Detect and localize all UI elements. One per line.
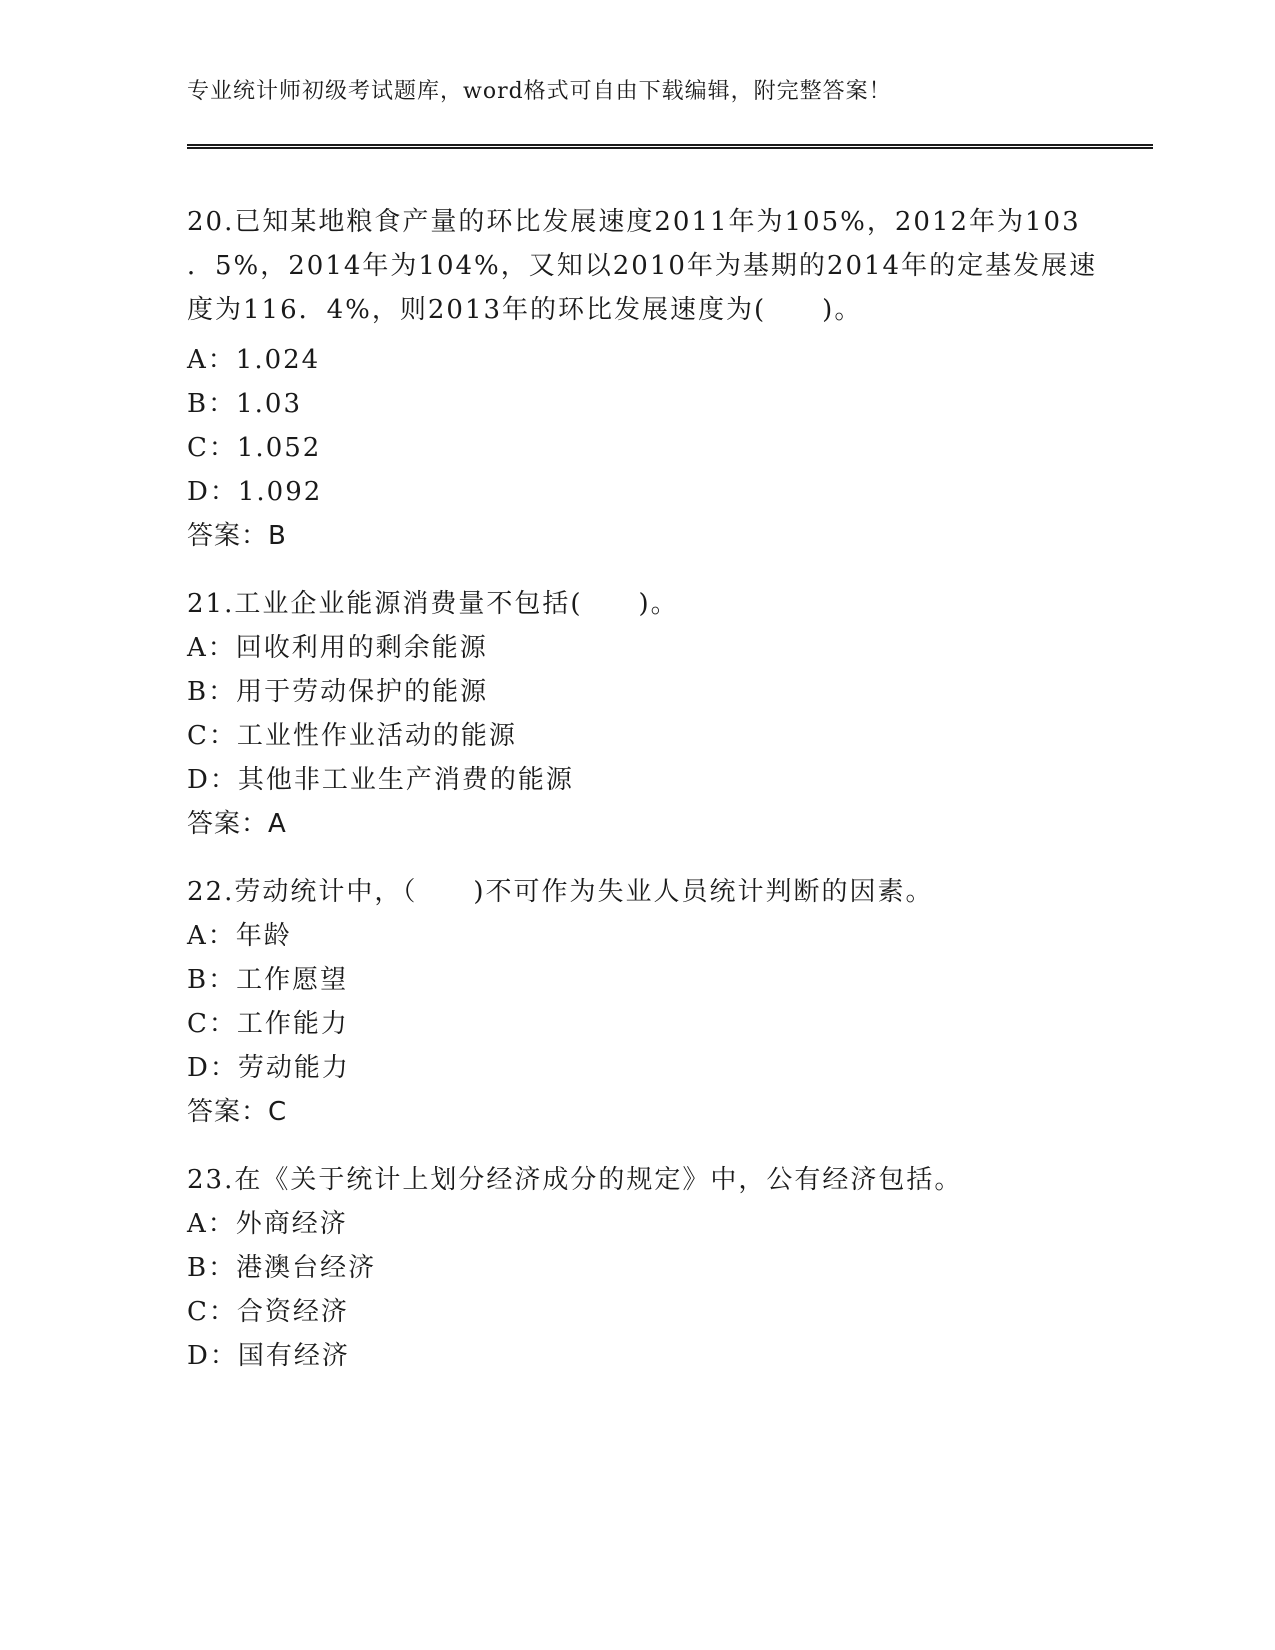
question-stem-line: ．5%，2014年为104%，又知以2010年为基期的2014年的定基发展速 [187,251,1098,281]
header-divider [187,144,1153,149]
option-c: C：工业性作业活动的能源 [187,721,517,751]
option-d: D：劳动能力 [187,1053,350,1083]
question-stem: 21.工业企业能源消费量不包括( )。 [187,589,679,619]
option-b: B：1.03 [187,389,302,419]
option-b: B：工作愿望 [187,965,349,995]
question-21 [187,582,1087,846]
option-b: B：港澳台经济 [187,1253,377,1283]
option-d: D：其他非工业生产消费的能源 [187,765,574,795]
question-20 [187,200,1098,558]
answer: 答案：A [187,809,287,839]
option-d: D：1.092 [187,477,323,507]
question-stem [187,200,1098,332]
option-c: C：1.052 [187,433,322,463]
option-a: A：回收利用的剩余能源 [187,633,488,663]
option-d: D：国有经济 [187,1341,350,1371]
answer: 答案：C [187,1097,288,1127]
question-list [187,200,1098,1402]
page-header: 专业统计师初级考试题库，word格式可自由下载编辑，附完整答案！ [187,79,892,104]
question-stem-line: 20.已知某地粮食产量的环比发展速度2011年为105%，2012年为103 [187,207,1081,237]
option-b: B：用于劳动保护的能源 [187,677,489,707]
option-c: C：工作能力 [187,1009,349,1039]
question-stem: 23.在《关于统计上划分经济成分的规定》中，公有经济包括。 [187,1165,963,1195]
option-a: A：外商经济 [187,1209,348,1239]
option-a: A：年龄 [187,921,292,951]
question-stem-line: 度为116．4%，则2013年的环比发展速度为( )。 [187,295,863,325]
answer: 答案：B [187,521,287,551]
question-23 [187,1158,1087,1378]
question-22 [187,870,1087,1134]
option-a: A：1.024 [187,345,321,375]
question-stem: 22.劳动统计中，（ )不可作为失业人员统计判断的因素。 [187,877,934,907]
option-c: C：合资经济 [187,1297,349,1327]
